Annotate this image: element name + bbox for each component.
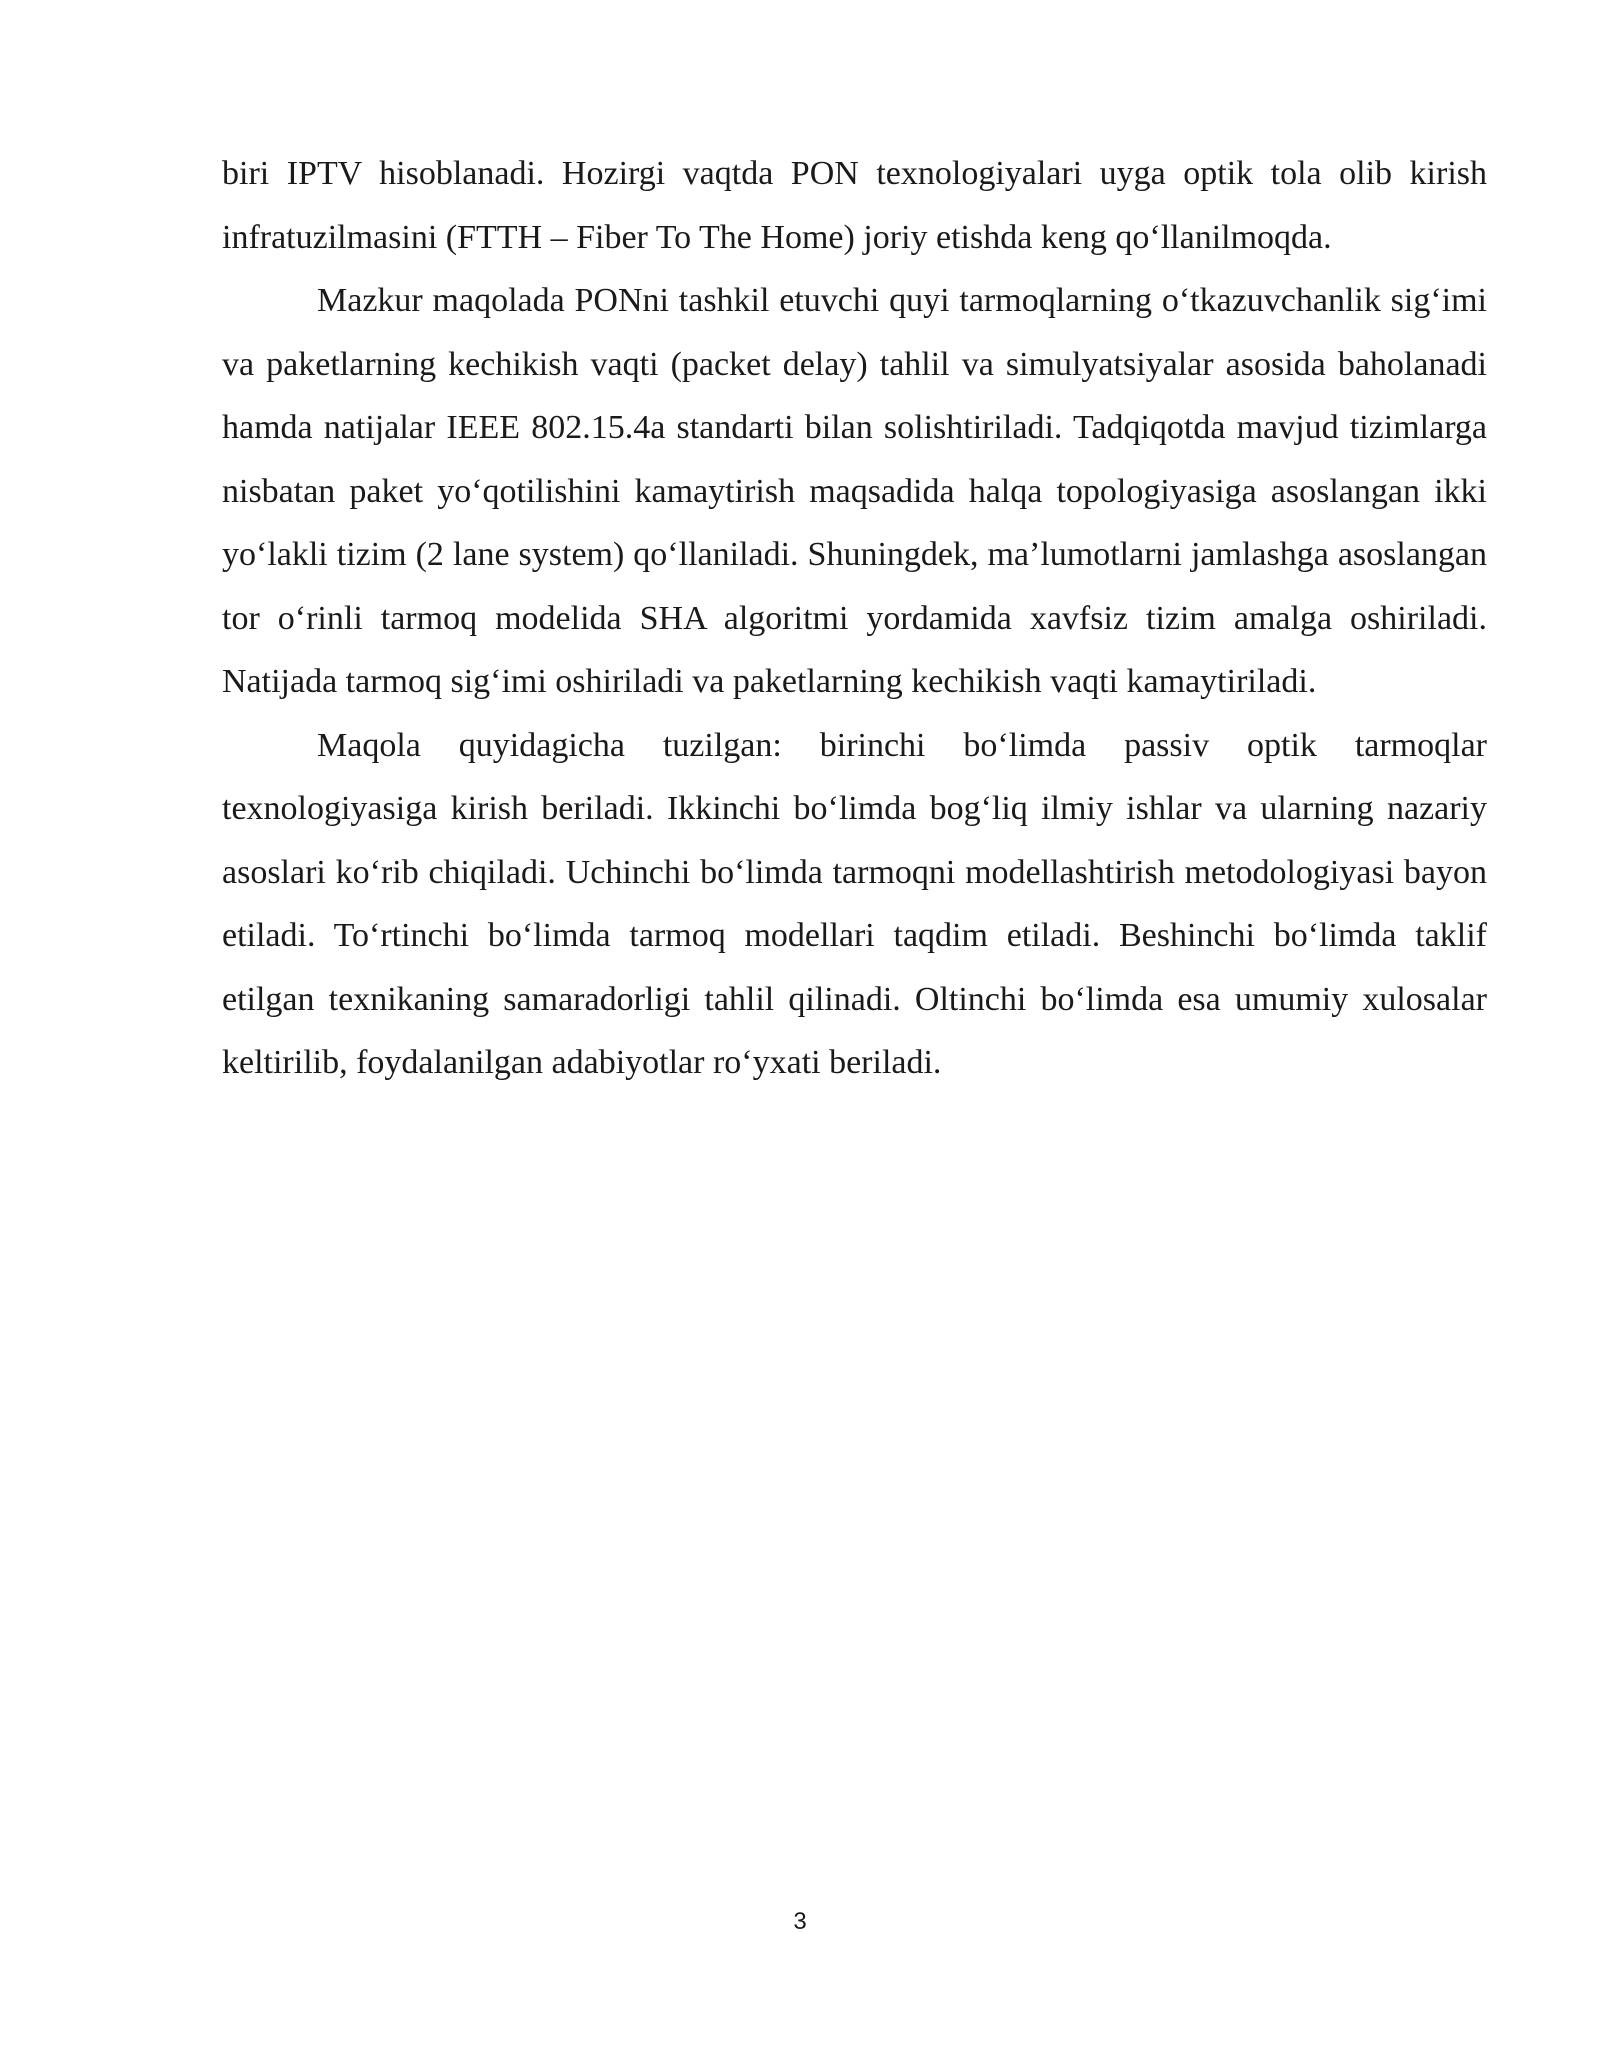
paragraph-continued: biri IPTV hisoblanadi. Hozirgi vaqtda PON texnologiyalari uyga optik tola olib kirish infratuzilmasini (FTTH – Fiber To The Home) joriy etishda keng qo‘llanilmoqda. — [222, 155, 1487, 256]
page-number: 3 — [793, 1908, 807, 1935]
paragraph-article-structure: Maqola quyidagicha tuzilgan: birinchi bo‘limda passiv optik tarmoqlar texnologiyasiga kirish beriladi. Ikkinchi bo‘limda bog‘liq ilmiy ishlar va ularning nazariy asoslari ko‘rib chiqiladi. Uchinchi bo‘limda tarmoqni modellashtirish metodologiyasi bayon etiladi. To‘rtinchi bo‘limda tarmoq modellari taqdim etiladi. Beshinchi bo‘limda taklif etilgan texnikaning samaradorligi tahlil qilinadi. Oltinchi bo‘limda esa umumiy xulosalar keltirilib, foydalanilgan adabiyotlar ro‘yxati beriladi. — [222, 726, 1487, 1081]
paragraph-article-overview: Mazkur maqolada PONni tashkil etuvchi quyi tarmoqlarning o‘tkazuvchanlik sig‘imi va paketlarning kechikish vaqti (packet delay) tahlil va simulyatsiyalar asosida baholanadi hamda natijalar IEEE 802.15.4a standarti bilan solishtiriladi. Tadqiqotda mavjud tizimlarga nisbatan paket yo‘qotilishini kamaytirish maqsadida halqa topologiyasiga asoslangan ikki yo‘lakli tizim (2 lane system) qo‘llaniladi. Shuningdek, ma’lumotlarni jamlashga asoslangan tor o‘rinli tarmoq modelida SHA algoritmi yordamida xavfsiz tizim amalga oshiriladi. Natijada tarmoq sig‘imi oshiriladi va paketlarning kechikish vaqti kamaytiriladi. — [222, 282, 1487, 700]
body-text — [222, 142, 1487, 1095]
